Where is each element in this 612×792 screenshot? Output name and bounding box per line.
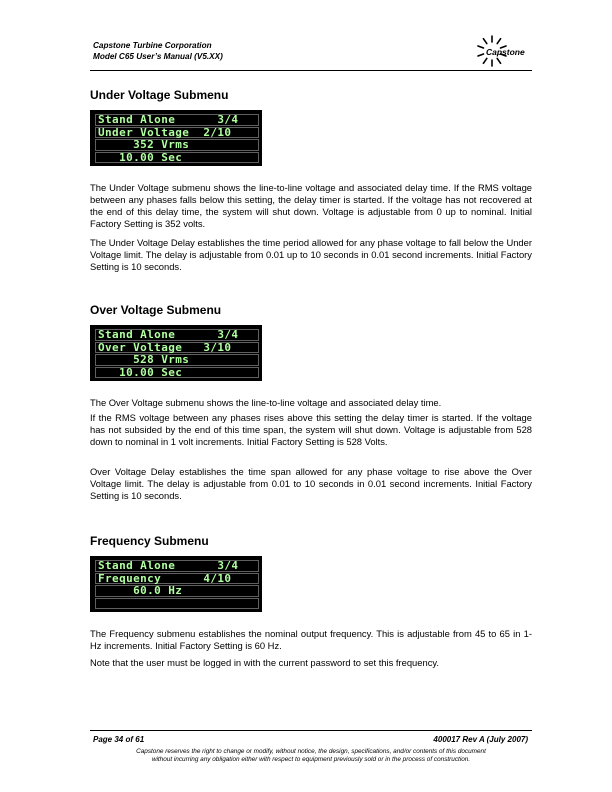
- lcd-display-frequency: [90, 556, 262, 612]
- lcd-display-under-voltage: [90, 110, 262, 166]
- paragraph: Over Voltage Delay establishes the time span allowed for any phase voltage to rise above the Over Voltage limit. The delay is adjustable from 0.01 to 10 seconds in 0.01 second increments. Initial Factory Setting is 10 seconds.: [90, 466, 532, 502]
- document-revision: 400017 Rev A (July 2007): [433, 735, 528, 744]
- disclaimer-line: without incurring any obligation either with respect to equipment previously sold or in the process of construction.: [151, 756, 471, 764]
- lcd-line: 10.00 Sec: [95, 152, 259, 164]
- footer-disclaimer: [90, 748, 532, 765]
- paragraph: The Under Voltage submenu shows the line-to-line voltage and associated delay time. If the RMS voltage between any phases falls below this setting, the delay timer is started. If the voltage has not recovered at the end of this delay time, the system will shut down. Voltage is adjustable from 0 up to nominal. Initial Factory Setting is 352 volts.: [90, 182, 532, 230]
- paragraph: The Over Voltage submenu shows the line-to-line voltage and associated delay time.: [90, 397, 442, 408]
- lcd-line: 528 Vrms: [95, 354, 259, 366]
- lcd-line: Stand Alone 3/4: [95, 329, 259, 341]
- lcd-line: Under Voltage 2/10: [95, 127, 259, 139]
- svg-text:Capstone: Capstone: [486, 47, 525, 57]
- manual-title: Model C65 User’s Manual (V5.XX): [93, 51, 223, 61]
- lcd-line: Over Voltage 3/10: [95, 342, 259, 354]
- paragraph: The Frequency submenu establishes the nominal output frequency. This is adjustable from 45 to 65 in 1-Hz increments. Initial Factory Setting is 60 Hz.: [90, 628, 532, 652]
- header-rule: [90, 70, 532, 71]
- company-name: Capstone Turbine Corporation: [93, 41, 212, 50]
- capstone-logo: [476, 34, 538, 68]
- lcd-display-over-voltage: [90, 325, 262, 381]
- disclaimer-line: Capstone reserves the right to change or modify, without notice, the design, specifications, and/or contents of this document: [136, 748, 486, 755]
- section-title-over-voltage: Over Voltage Submenu: [90, 303, 222, 317]
- lcd-line: Frequency 4/10: [95, 573, 259, 585]
- section-title-frequency: Frequency Submenu: [90, 534, 209, 548]
- lcd-line: Stand Alone 3/4: [95, 560, 259, 572]
- paragraph: Note that the user must be logged in with the current password to set this frequency.: [90, 657, 439, 668]
- section-title-under-voltage: Under Voltage Submenu: [90, 88, 229, 102]
- lcd-line: Stand Alone 3/4: [95, 114, 259, 126]
- lcd-line: 352 Vrms: [95, 139, 259, 151]
- page-number: Page 34 of 61: [93, 735, 145, 744]
- lcd-line: [95, 598, 259, 610]
- footer-rule: [90, 730, 532, 731]
- lcd-line: 10.00 Sec: [95, 367, 259, 379]
- paragraph: If the RMS voltage between any phases rises above this setting the delay timer is started. If the voltage has not subsided by the end of this time span, the system will shut down. Voltage is adjustable from 528 down to nominal in 1 volt increments. Initial Factory Setting is 528 Volts.: [90, 412, 532, 448]
- lcd-line: 60.0 Hz: [95, 585, 259, 597]
- paragraph: The Under Voltage Delay establishes the time period allowed for any phase voltage to fall below the Under Voltage limit. The delay is adjustable from 0.01 up to 10 seconds in 0.01 second increments. Initial Factory Setting is 10 seconds.: [90, 237, 532, 273]
- page-header: [93, 41, 223, 62]
